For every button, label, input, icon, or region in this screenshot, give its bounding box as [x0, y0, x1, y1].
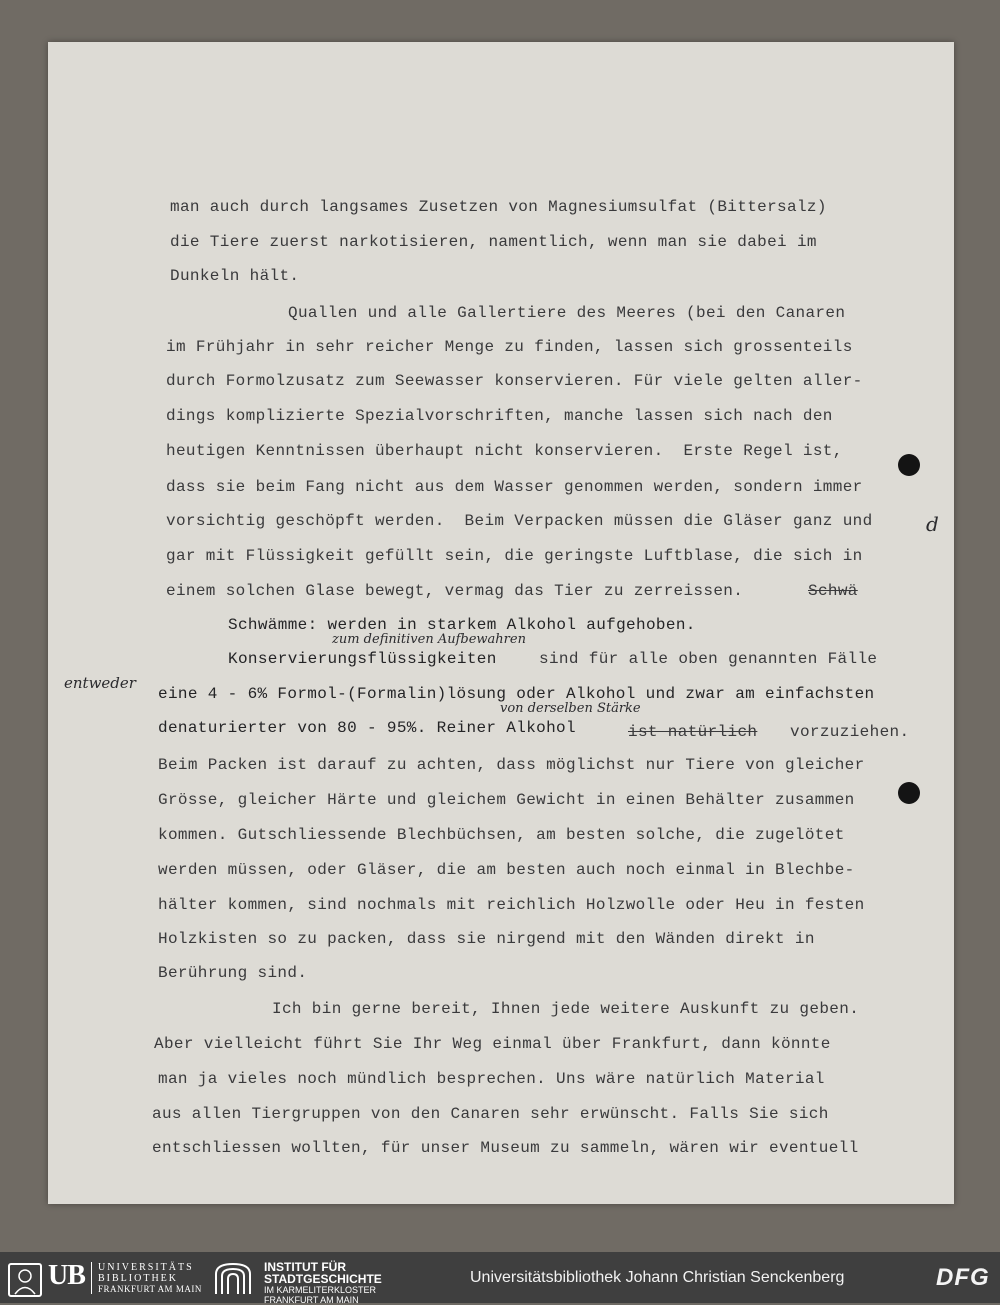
handwritten-correction: d	[926, 512, 939, 536]
text-line: Konservierungsflüssigkeiten	[228, 650, 497, 668]
punch-hole	[898, 454, 920, 476]
text-line: denaturierter von 80 - 95%. Reiner Alkohol	[158, 719, 576, 737]
text-line: man auch durch langsames Zusetzen von Magnesiumsulfat (Bittersalz)	[170, 198, 827, 216]
library-link[interactable]: Universitätsbibliothek Johann Christian Senckenberg	[470, 1269, 845, 1286]
ub-logo-text	[98, 1262, 202, 1295]
text-line: sind für alle oben genannten Fälle	[539, 650, 878, 668]
text-line: heutigen Kenntnissen überhaupt nicht konservieren. Erste Regel ist,	[166, 442, 843, 460]
text-line: werden müssen, oder Gläser, die am besten auch noch einmal in Blechbe-	[158, 861, 855, 879]
text-line: Schwämme: werden in starkem Alkohol aufgehoben.	[228, 616, 696, 634]
text-line: Aber vielleicht führt Sie Ihr Weg einmal über Frankfurt, dann könnte	[154, 1035, 831, 1053]
letter-page	[48, 42, 954, 1204]
text-line: einem solchen Glase bewegt, vermag das Tier zu zerreissen.	[166, 582, 744, 600]
handwritten-insertion: von derselben Stärke	[500, 701, 641, 716]
text-line: die Tiere zuerst narkotisieren, namentlich, wenn man sie dabei im	[170, 233, 817, 251]
ub-line: BIBLIOTHEK	[98, 1273, 178, 1284]
text-line: dings komplizierte Spezialvorschriften, manche lassen sich nach den	[166, 407, 833, 425]
isg-line: INSTITUT FÜR	[264, 1260, 346, 1274]
punch-hole	[898, 782, 920, 804]
divider	[91, 1262, 92, 1294]
text-line: Berührung sind.	[158, 964, 308, 982]
text-line: Grösse, gleicher Härte und gleichem Gewicht in einen Behälter zusammen	[158, 791, 855, 809]
isg-logo-text	[264, 1261, 382, 1305]
text-line: aus allen Tiergruppen von den Canaren sehr erwünscht. Falls Sie sich	[152, 1105, 829, 1123]
text-line: im Frühjahr in sehr reicher Menge zu finden, lassen sich grossenteils	[166, 338, 853, 356]
handwritten-insertion: zum definitiven Aufbewahren	[332, 632, 526, 647]
isg-arch-icon	[212, 1262, 254, 1294]
handwritten-margin-note: entweder	[64, 674, 136, 692]
text-line: gar mit Flüssigkeit gefüllt sein, die geringste Luftblase, die sich in	[166, 547, 863, 565]
dfg-logo: DFG	[936, 1264, 990, 1291]
ub-logo-letters: UB	[48, 1260, 85, 1291]
text-line: Beim Packen ist darauf zu achten, dass möglichst nur Tiere von gleicher	[158, 756, 865, 774]
text-line: man ja vieles noch mündlich besprechen. Uns wäre natürlich Material	[158, 1070, 825, 1088]
text-line: hälter kommen, sind nochmals mit reichlich Holzwolle oder Heu in festen	[158, 896, 865, 914]
struck-text: ist natürlich	[628, 723, 758, 741]
text-line: Dunkeln hält.	[170, 267, 300, 285]
text-line: entschliessen wollten, für unser Museum zu sammeln, wären wir eventuell	[152, 1139, 859, 1157]
text-line: vorsichtig geschöpft werden. Beim Verpacken müssen die Gläser ganz und	[166, 512, 873, 530]
goethe-portrait-icon	[8, 1263, 42, 1297]
text-line: vorzuziehen.	[790, 723, 910, 741]
text-line: dass sie beim Fang nicht aus dem Wasser genommen werden, sondern immer	[166, 478, 863, 496]
isg-line: STADTGESCHICHTE	[264, 1272, 382, 1286]
text-line: Holzkisten so zu packen, dass sie nirgend mit den Wänden direkt in	[158, 930, 815, 948]
text-line: durch Formolzusatz zum Seewasser konservieren. Für viele gelten aller-	[166, 372, 863, 390]
text-line: eine 4 - 6% Formol-(Formalin)lösung oder Alkohol und zwar am einfachsten	[158, 685, 875, 703]
ub-line: UNIVERSITÄTS	[98, 1262, 194, 1273]
ub-line: FRANKFURT AM MAIN	[98, 1284, 202, 1294]
struck-word: Schwä	[808, 582, 858, 600]
isg-line: IM KARMELITERKLOSTER	[264, 1285, 377, 1295]
footer-bar	[0, 1252, 1000, 1303]
isg-line: FRANKFURT AM MAIN	[264, 1295, 359, 1305]
text-line: kommen. Gutschliessende Blechbüchsen, am besten solche, die zugelötet	[158, 826, 845, 844]
text-line: Ich bin gerne bereit, Ihnen jede weitere Auskunft zu geben.	[272, 1000, 860, 1018]
text-line: Quallen und alle Gallertiere des Meeres (bei den Canaren	[288, 304, 846, 322]
